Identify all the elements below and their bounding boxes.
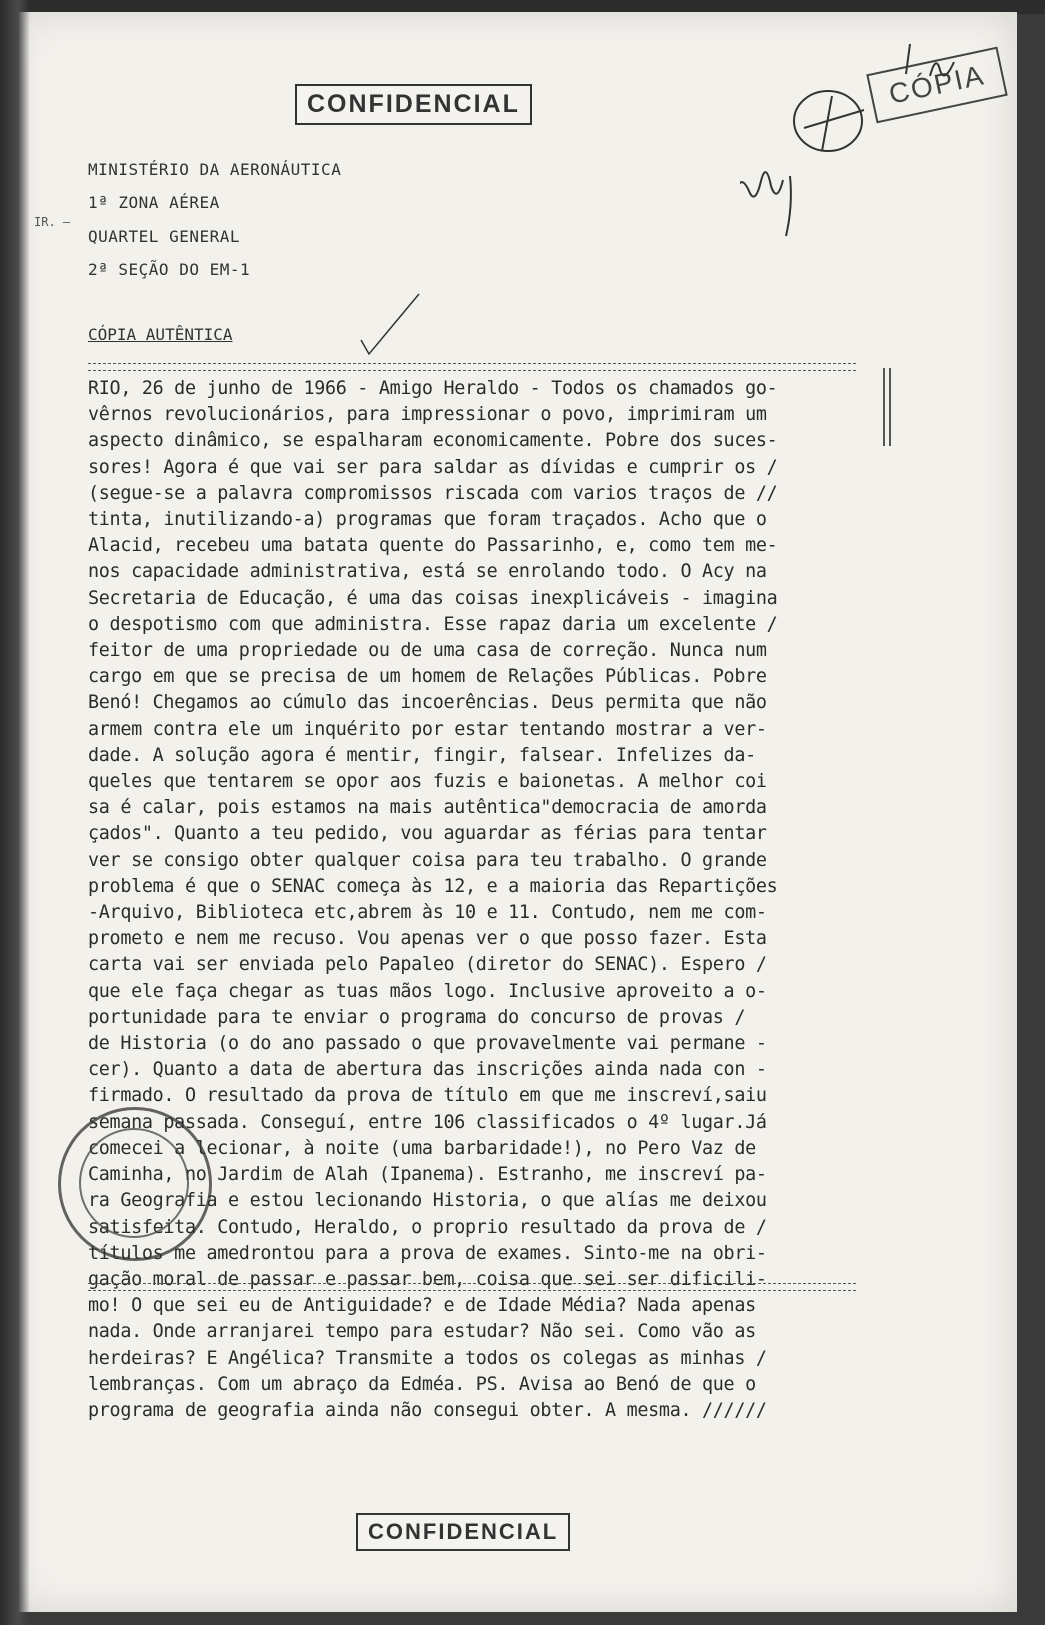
letter-line: programa de geografia ainda não consegui obter. A mesma. ////// bbox=[88, 1399, 767, 1421]
letter-line: carta vai ser enviada pelo Papaleo (diretor do SENAC). Espero / bbox=[88, 954, 767, 976]
letter-line: dade. A solução agora é mentir, fingir, falsear. Infelizes da- bbox=[88, 744, 756, 766]
letter-line: tinta, inutilizando-a) programas que foram traçados. Acho que o bbox=[88, 509, 767, 531]
letter-line: firmado. O resultado da prova de título em que me inscreví,saiu bbox=[88, 1085, 767, 1107]
letter-line: sores! Agora é que vai ser para saldar as dívidas e cumprir os / bbox=[88, 456, 778, 478]
letter-line: de Historia (o do ano passado o que provavelmente vai permane - bbox=[88, 1033, 767, 1055]
header-section: 2ª SEÇÃO DO EM-1 bbox=[88, 260, 251, 279]
rule-bottom bbox=[88, 1283, 856, 1291]
margin-bar bbox=[883, 368, 891, 446]
letter-body bbox=[88, 376, 858, 1424]
check-mark bbox=[355, 290, 435, 370]
letter-line: -Arquivo, Biblioteca etc,abrem às 10 e 11. Contudo, nem me com- bbox=[88, 902, 767, 924]
letter-line: RIO, 26 de junho de 1966 - Amigo Heraldo - Todos os chamados go- bbox=[88, 378, 778, 399]
letter-line: Secretaria de Educação, é uma das coisas inexplicáveis - imagina bbox=[88, 587, 778, 609]
letter-line: problema é que o SENAC começa às 12, e a maioria das Repartições bbox=[88, 875, 778, 897]
ministry-seal-stamp bbox=[58, 1107, 212, 1261]
header-ministry: MINISTÉRIO DA AERONÁUTICA bbox=[88, 160, 342, 179]
letter-line: gação moral de passar e passar bem, coisa que sei ser dificili- bbox=[88, 1268, 767, 1290]
letter-line: Benó! Chegamos ao cúmulo das incoerências. Deus permita que não bbox=[88, 692, 767, 714]
letter-line: ra Geografia e estou lecionando Historia, o que alías me deixou bbox=[88, 1190, 767, 1212]
letter-line: mo! O que sei eu de Antiguidade? e de Idade Média? Nada apenas bbox=[88, 1295, 756, 1317]
letter-line: queles que tentarem se opor aos fuzis e baionetas. A melhor coi bbox=[88, 771, 767, 793]
letter-line: nos capacidade administrativa, está se enrolando todo. O Acy na bbox=[88, 561, 767, 583]
scan-edge-left bbox=[0, 0, 30, 1625]
margin-mark: IR. — bbox=[34, 215, 71, 229]
letter-line: cargo em que se precisa de um homem de Relações Públicas. Pobre bbox=[88, 666, 767, 688]
letter-line: çados". Quanto a teu pedido, vou aguardar as férias para tentar bbox=[88, 823, 767, 845]
letter-line: que ele faça chegar as tuas mãos logo. Inclusive aproveito a o- bbox=[88, 980, 767, 1002]
letter-line: herdeiras? E Angélica? Transmite a todos os colegas as minhas / bbox=[88, 1347, 767, 1369]
letter-line: nada. Onde arranjarei tempo para estudar? Não sei. Como vão as bbox=[88, 1321, 756, 1343]
letter-line: vêrnos revolucionários, para impressionar o povo, imprimiram um bbox=[88, 404, 767, 426]
confidencial-stamp-bottom: CONFIDENCIAL bbox=[356, 1513, 570, 1551]
header-zone: 1ª ZONA AÉREA bbox=[88, 193, 220, 212]
letter-line: semana passada. Conseguí, entre 106 classificados o 4º lugar.Já bbox=[88, 1111, 767, 1133]
letter-line: (segue-se a palavra compromissos riscada com varios traços de // bbox=[88, 482, 778, 504]
letter-line: títulos me amedrontou para a prova de exames. Sinto-me na obri- bbox=[88, 1242, 767, 1264]
letter-line: satisfeita. Contudo, Heraldo, o proprio resultado da prova de / bbox=[88, 1216, 767, 1238]
letter-line: prometo e nem me recuso. Vou apenas ver o que posso fazer. Esta bbox=[88, 928, 767, 950]
header-headquarters: QUARTEL GENERAL bbox=[88, 227, 240, 246]
letter-line: sa é calar, pois estamos na mais autêntica"democracia de amorda bbox=[88, 797, 767, 819]
letter-line: Caminha, no Jardim de Alah (Ipanema). Estranho, me inscreví pa- bbox=[88, 1164, 767, 1186]
letter-line: cer). Quanto a data de abertura das inscrições ainda nada con - bbox=[88, 1059, 767, 1081]
rule-top bbox=[88, 363, 856, 371]
letter-line: o despotismo com que administra. Esse rapaz daria um excelente / bbox=[88, 613, 778, 635]
letter-line: armem contra ele um inquérito por estar tentando mostrar a ver- bbox=[88, 718, 767, 740]
letter-line: ver se consigo obter qualquer coisa para teu trabalho. O grande bbox=[88, 849, 767, 871]
letter-line: comecei a lecionar, à noite (uma barbaridade!), no Pero Vaz de bbox=[88, 1137, 756, 1159]
letter-line: feitor de uma propriedade ou de uma casa de correção. Nunca num bbox=[88, 640, 767, 662]
letter-line: aspecto dinâmico, se espalharam economicamente. Pobre dos suces- bbox=[88, 430, 778, 452]
confidencial-stamp-top: CONFIDENCIAL bbox=[295, 84, 532, 125]
handwritten-marks-top-right bbox=[740, 36, 1020, 266]
copia-stamp: CÓPIA bbox=[866, 47, 1007, 124]
letter-line: lembranças. Com um abraço da Edméa. PS. Avisa ao Benó de que o bbox=[88, 1373, 756, 1395]
document-title: CÓPIA AUTÊNTICA bbox=[88, 325, 233, 344]
letter-line: Alacid, recebeu uma batata quente do Passarinho, e, como tem me- bbox=[88, 535, 778, 557]
letter-line: portunidade para te enviar o programa do concurso de provas / bbox=[88, 1006, 746, 1028]
